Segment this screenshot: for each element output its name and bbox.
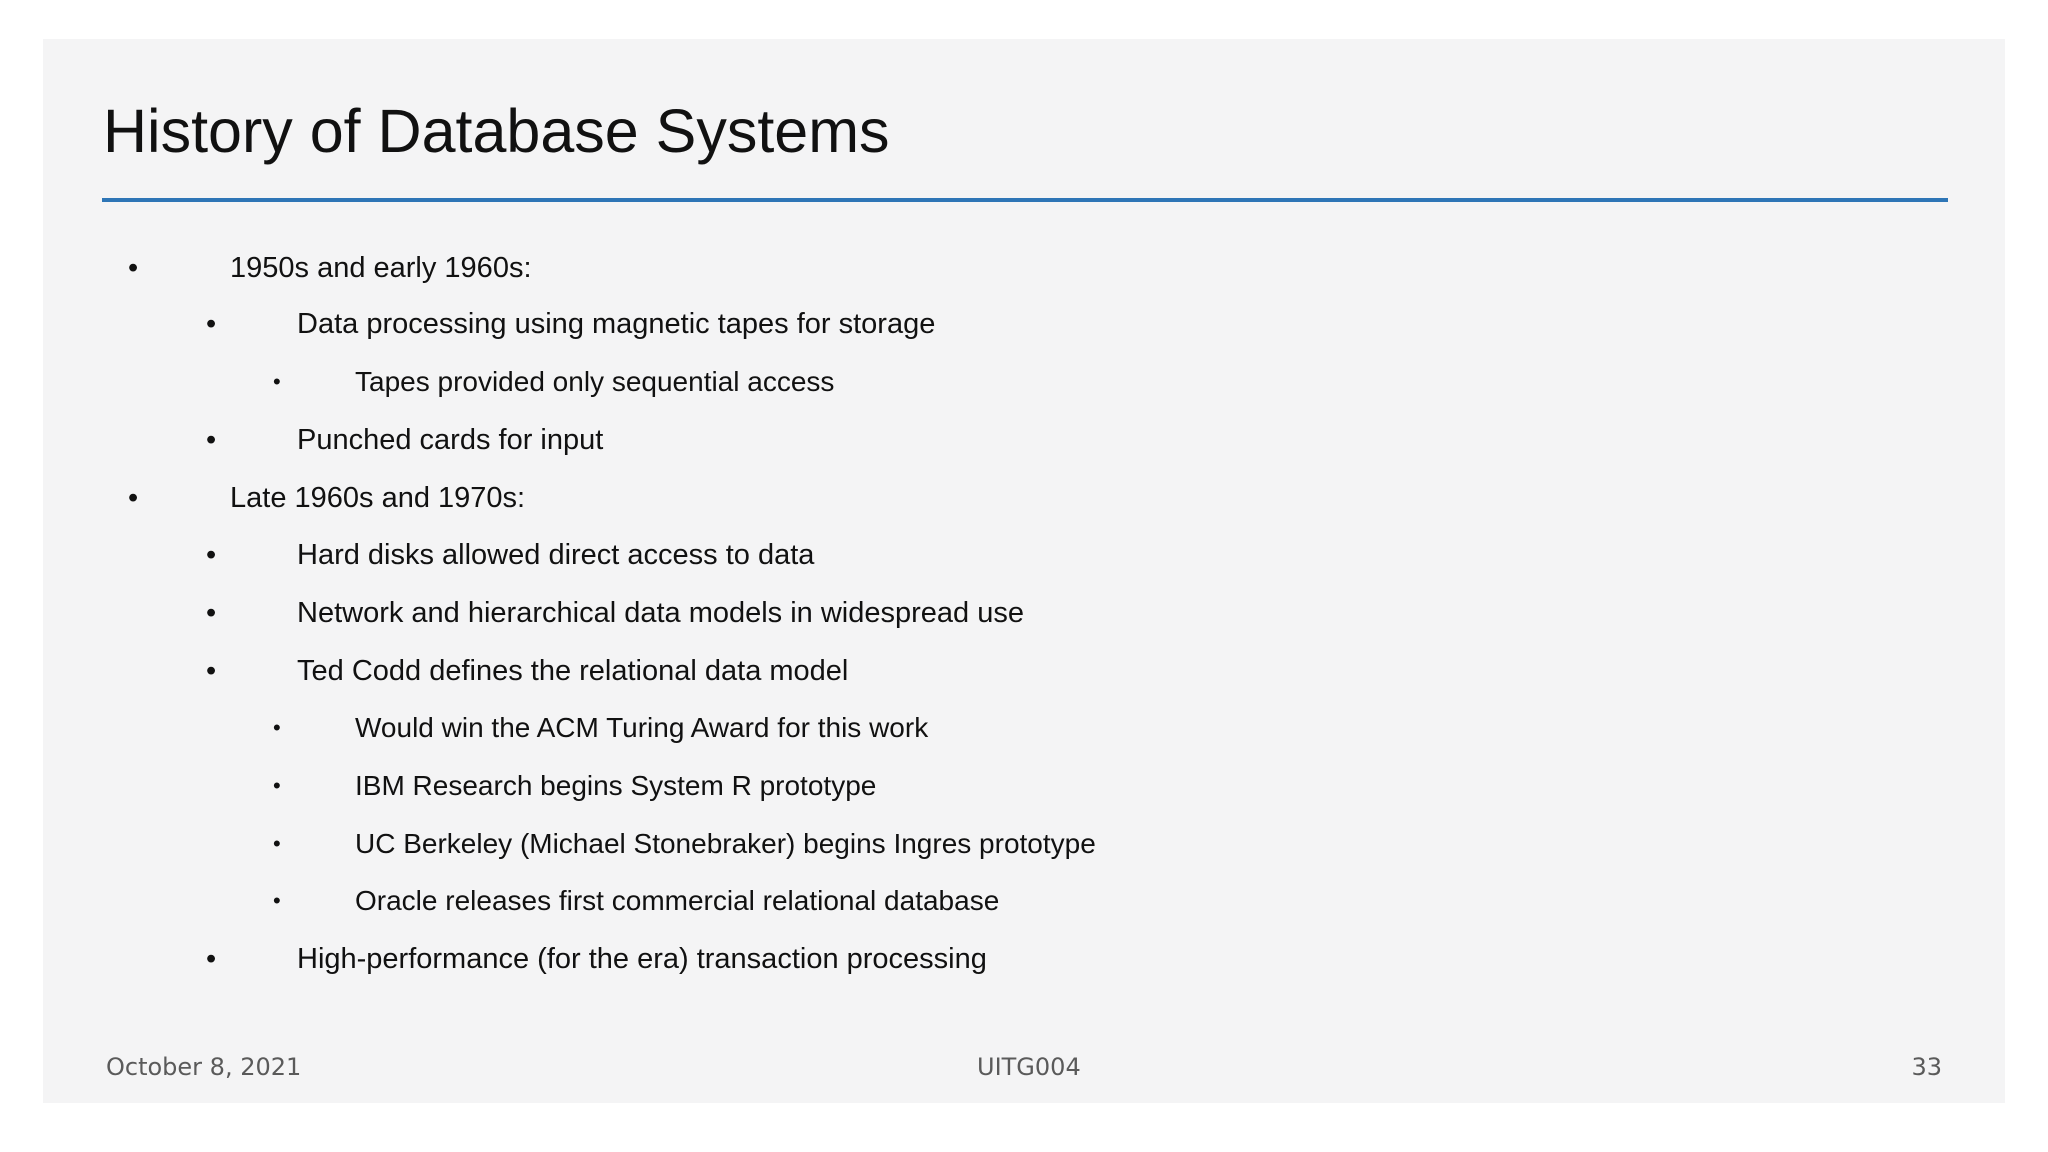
bullet-text: Late 1960s and 1970s: [230, 482, 526, 514]
bullet-text: Network and hierarchical data models in widespread use [297, 597, 1024, 629]
bullet-dot-icon: • [206, 308, 217, 340]
bullet-dot-icon: • [128, 252, 139, 284]
footer-course-code: UITG004 [977, 1053, 1081, 1081]
bullet-text: Punched cards for input [297, 424, 604, 456]
bullet-dot-icon: • [206, 655, 217, 687]
bullet-text: High-performance (for the era) transaction processing [297, 943, 987, 975]
footer-date: October 8, 2021 [106, 1053, 302, 1081]
bullet-text: Ted Codd defines the relational data model [297, 655, 849, 687]
bullet-dot-icon: • [206, 424, 217, 456]
bullet-text: UC Berkeley (Michael Stonebraker) begins Ingres prototype [355, 828, 1096, 859]
bullet-text: Would win the ACM Turing Award for this work [355, 712, 929, 743]
bullet-text: Oracle releases first commercial relational database [355, 885, 1000, 916]
bullet-dot-icon: • [128, 482, 139, 514]
bullet-text: Hard disks allowed direct access to data [297, 539, 815, 571]
bullet-text: IBM Research begins System R prototype [355, 770, 877, 801]
bullet-dot-icon: • [273, 369, 281, 394]
bullet-list [43, 39, 2005, 1103]
bullet-dot-icon: • [206, 943, 217, 975]
slide [43, 39, 2005, 1103]
bullet-dot-icon: • [273, 888, 281, 913]
bullet-text: 1950s and early 1960s: [230, 252, 532, 284]
bullet-text: Tapes provided only sequential access [355, 366, 835, 397]
bullet-dot-icon: • [273, 773, 281, 798]
bullet-text: Data processing using magnetic tapes for storage [297, 308, 936, 340]
bullet-dot-icon: • [206, 539, 217, 571]
bullet-dot-icon: • [273, 715, 281, 740]
footer-page-number: 33 [1911, 1053, 1942, 1081]
slide-title: History of Database Systems [103, 97, 890, 165]
bullet-dot-icon: • [206, 597, 217, 629]
bullet-dot-icon: • [273, 831, 281, 856]
